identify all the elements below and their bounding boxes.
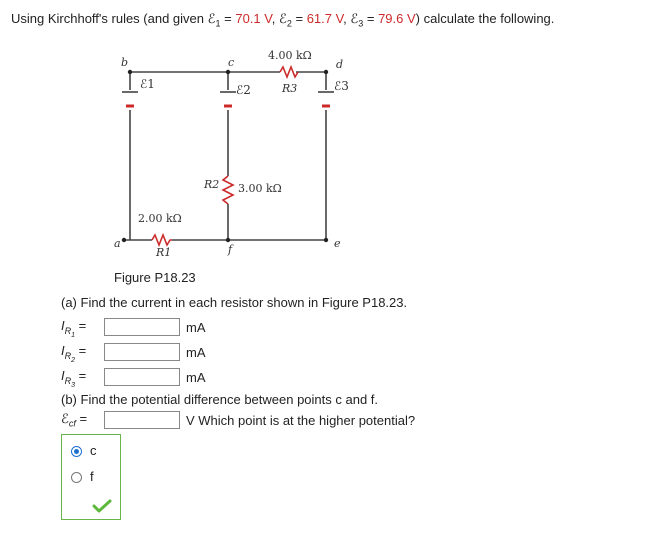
eq-1: =: [220, 11, 236, 26]
r1-value: 2.00 kΩ: [138, 212, 182, 225]
emf1-value: 70.1 V: [235, 11, 272, 26]
emf3-symbol: ℰ: [350, 12, 359, 27]
question-suffix: ) calculate the following.: [415, 11, 555, 26]
r2-value: 3.00 kΩ: [238, 182, 282, 195]
radio-option-c[interactable]: [71, 446, 82, 457]
eq-3: =: [363, 11, 379, 26]
emf2-label: ℰ2: [236, 83, 251, 97]
r1-label: R1: [156, 246, 172, 259]
checkmark-icon: [92, 499, 112, 513]
question-prefix: Using Kirchhoff's rules (and given: [11, 11, 208, 26]
r3-value: 4.00 kΩ: [268, 49, 312, 62]
ecf-input[interactable]: [104, 411, 180, 429]
part-a-text: (a) Find the current in each resistor shown in Figure P18.23.: [61, 295, 408, 310]
point-d: d: [336, 58, 344, 71]
emf3-value: 79.6 V: [378, 11, 416, 26]
ir1-unit: mA: [186, 320, 206, 335]
emf2-value: 61.7 V: [306, 11, 344, 26]
option-f-label: f: [90, 469, 94, 484]
comma-2: ,: [343, 11, 351, 26]
ir1-input[interactable]: [104, 318, 180, 336]
comma-1: ,: [271, 11, 279, 26]
point-a: a: [114, 237, 121, 250]
higher-potential-options: [61, 434, 121, 520]
option-c-label: c: [90, 443, 97, 458]
ir2-label: $I_{R_2}$ =: [61, 343, 87, 364]
point-c: c: [228, 56, 235, 69]
ir3-input[interactable]: [104, 368, 180, 386]
figure-caption: Figure P18.23: [114, 270, 196, 285]
emf2-symbol: ℰ: [278, 12, 287, 27]
part-b-text: (b) Find the potential difference between points c and f.: [61, 392, 379, 407]
emf1-label: ℰ1: [140, 77, 155, 91]
question-text: [11, 11, 554, 29]
r3-label: R3: [282, 82, 298, 95]
circuit-diagram: [100, 40, 360, 270]
emf3-sub: 3: [358, 18, 364, 29]
emf3-label: ℰ3: [334, 79, 349, 93]
r2-label: R2: [204, 178, 220, 191]
emf2-sub: 2: [286, 18, 292, 29]
ir2-unit: mA: [186, 345, 206, 360]
ir3-label: $I_{R_3}$ =: [61, 368, 87, 389]
ecf-label: ℰ$_{cf}$ =: [61, 411, 88, 429]
radio-option-f[interactable]: [71, 472, 82, 483]
eq-2: =: [291, 11, 307, 26]
emf1-symbol: ℰ: [207, 12, 216, 27]
point-e: e: [334, 237, 341, 250]
ir3-unit: mA: [186, 370, 206, 385]
point-b: b: [121, 56, 129, 69]
emf1-sub: 1: [215, 18, 221, 29]
ir1-label: $I_{R_1}$ =: [61, 318, 87, 339]
ecf-unit-question: V Which point is at the higher potential?: [186, 413, 416, 428]
point-f: f: [228, 243, 233, 256]
ir2-input[interactable]: [104, 343, 180, 361]
